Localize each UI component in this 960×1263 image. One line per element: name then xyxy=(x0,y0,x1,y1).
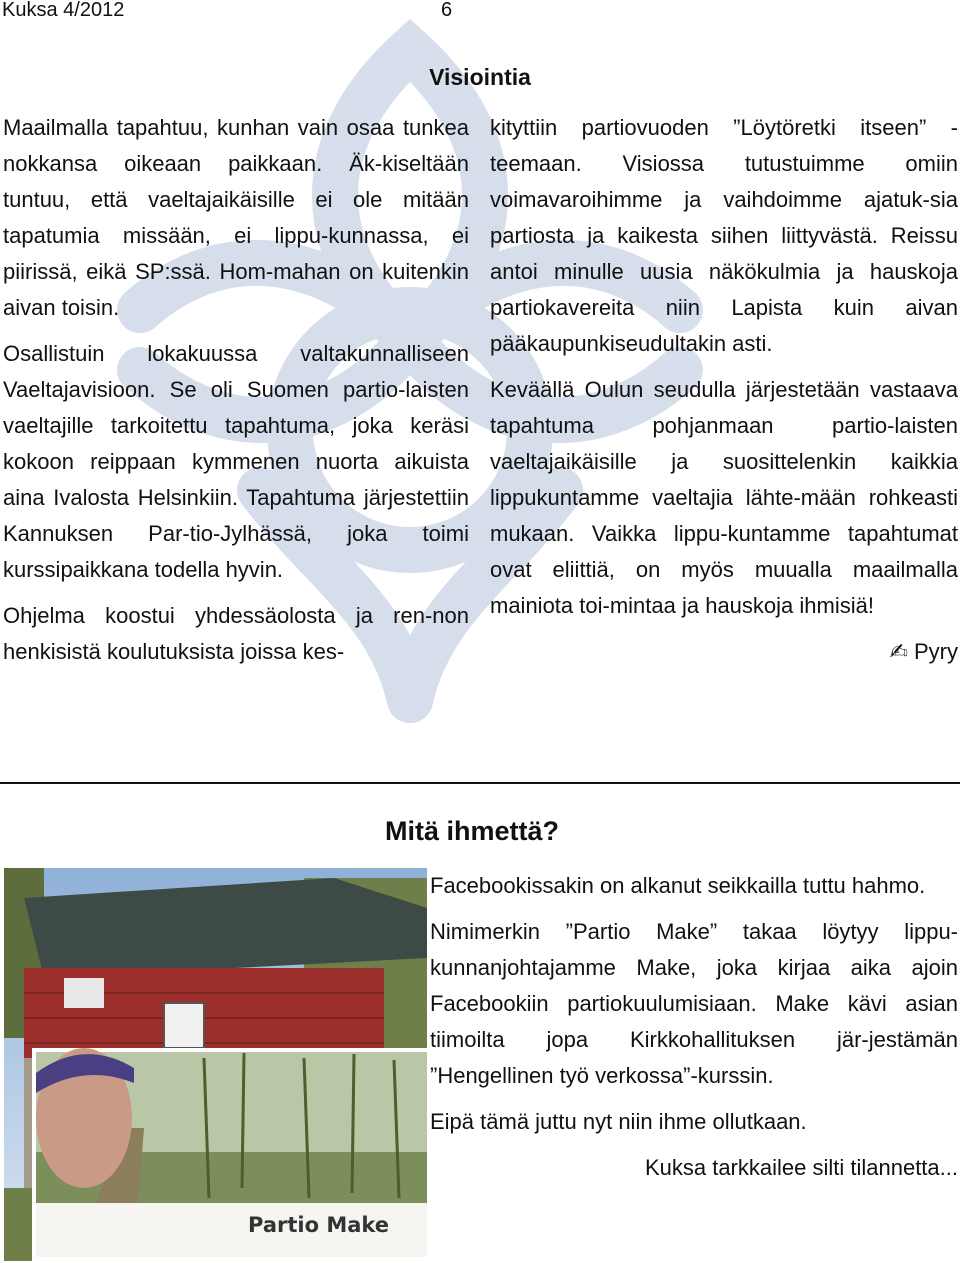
article-paragraph: Maailmalla tapahtuu, kunhan vain osaa tunkea nokkansa oikeaan paikkaan. Äk-kiseltään tuntuu, että vaeltajaikäisille ei ole mitään tapatumia missään, ei lippu-kunnassa, ei piirissä, eikä SP:ssä. Hom-mahan on kuitenkin aivan toisin. xyxy=(3,115,469,320)
writing-hand-icon: ✍ xyxy=(889,640,908,665)
article-signature xyxy=(490,634,958,671)
article-title: Visiointia xyxy=(429,64,531,90)
article2-body xyxy=(430,868,958,1196)
article2-paragraph: Nimimerkin ”Partio Make” takaa löytyy lippu-kunnanjohtajamme Make, joka kirjaa aika ajoin Facebookiin partiokuulumisiaan. Make kävi asian tiimoilta jopa Kirkkohallituksen jär-jestämän ”Hengellinen työ verkossa”-kurssin. xyxy=(430,919,958,1088)
article-paragraph: Keväällä Oulun seudulla järjestetään vastaava tapahtuma pohjanmaan partio-laisten vaeltajaikäisille ja suosittelenkin kaikkia lippukuntamme vaeltajia lähte-mään rohkeasti mukaan. Vaikka lippu-kuntamme tapahtumat ovat eliittiä, on myös muualla maailmalla mainiota toi-mintaa ja hauskoja ihmisiä! xyxy=(490,377,958,618)
article-paragraph: kityttiin partiovuoden ”Löytöretki itseen” -teemaan. Visiossa tutustuimme omiin voimavaroihimme ja vaihdoimme ajatuk-sia partiosta ja kaikesta siihen liittyvästä. Reissu antoi minulle uusia näkökulmia ja hauskoja partiokavereita niin Lapista kuin aivan pääkaupunkiseudultakin asti. xyxy=(490,115,958,356)
article2-closing: Kuksa tarkkailee silti tilannetta... xyxy=(644,1155,958,1180)
article-right-column xyxy=(490,110,958,681)
article2-paragraph: Facebookissakin on alkanut seikkailla tuttu hahmo. xyxy=(430,873,926,898)
signature-name: Pyry xyxy=(914,639,958,664)
photo-caption: Partio Make xyxy=(248,1213,390,1237)
page-number: 6 xyxy=(441,0,453,21)
article2-title: Mitä ihmettä? xyxy=(385,816,560,846)
section-divider xyxy=(0,782,960,784)
article2-paragraph: Eipä tämä juttu nyt niin ihme ollutkaan. xyxy=(430,1109,807,1134)
article-paragraph: Osallistuin lokakuussa valtakunnalliseen Vaeltajavisioon. Se oli Suomen partio-laisten vaeltajille tarkoitettu tapahtuma, joka keräsi kokoon reippaan kymmenen nuorta aikuista aina Ivalosta Helsinkiin. Tapahtuma järjestettiin Kannuksen Par-tio-Jylhässä, joka toimi kurssipaikkana todella hyvin. xyxy=(3,341,469,582)
issue-label: Kuksa 4/2012 xyxy=(2,0,125,21)
article-left-column xyxy=(3,110,469,680)
article-paragraph: Ohjelma koostui yhdessäolosta ja ren-non henkisistä koulutuksista joissa kes- xyxy=(3,603,469,664)
barn-profile-photo xyxy=(4,868,427,1261)
